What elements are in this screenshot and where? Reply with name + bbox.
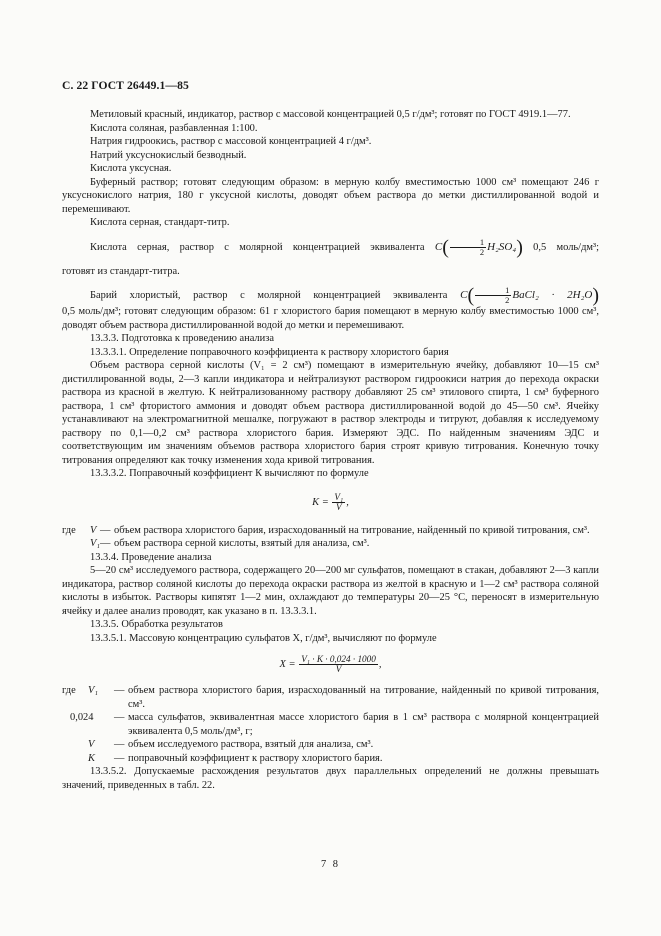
paragraph-barium-solution: Барий хлористый, раствор с молярной концентрацией эквивалента C( $\frac{1}{2}$ BaCl₂ · 2H₂O): [90, 284, 600, 307]
paragraph-methyl-red: Метиловый красный, индикатор, раствор с массовой концентрацией 0,5 г/дм³; готовят по ГОСТ 4919.1—77.: [90, 109, 571, 120]
definition-v1: V₁ — объем раствора серной кислоты, взятый для анализа, см³.: [90, 538, 370, 549]
section-13-3-5-2: 13.3.5.2. Допускаемые расхождения результатов двух параллельных определений не должны превышать значений, приведенных в табл. 22.: [62, 766, 599, 791]
barium-text: Барий хлористый, раствор с молярной концентрацией эквивалента: [90, 289, 448, 301]
section-13-3-5: 13.3.5. Обработка результатов: [90, 619, 223, 630]
paragraph-titration-procedure: Объем раствора серной кислоты (V₁ = 2 см³) помещают в измерительную ячейку, добавляют 10—15 см³ дистиллированной воды, 2—3 капли индикатора и нейтрализуют раствором гидроокиси натрия до перехода окраски раствора из красной в желтую. К нейтрализованному раствору добавляют 25 см³ этилового спирта, 1 см³ буферного раствора, 1 см³ фтористого аммония и доводят объем раствора дистиллированной водой до 45—50 см³. Ячейку устанавливают на электромагнитной мешалке, погружают в раствор электроды и титруют, добавляя к исследуемому раствору по 0,1—0,2 см³ раствора хлористого бария. Измеряют ЭДС. По найденным значениям ЭДС и соответствующим им значениям объемов раствора хлористого бария строят кривую титрования. Конечную точку титрования определяют как точку изменения хода кривой титрования.: [62, 360, 599, 466]
paragraph-sulfuric-cont: готовят из стандарт-титра.: [62, 265, 180, 277]
paragraph-sodium-acetate: Натрий уксуснокислый безводный.: [90, 149, 247, 161]
section-13-3-3: 13.3.3. Подготовка к проведению анализа: [90, 333, 274, 344]
sulfuric-formula: H₂SO₄: [487, 240, 517, 253]
explanation-0024: 0,024 — масса сульфатов, эквивалентная массе хлористого бария в 1 см³ раствора с молярной концентрацией эквивалента 0,5 моль/дм³, г;: [70, 712, 599, 737]
section-13-3-5-1: 13.3.5.1. Массовую концентрацию сульфатов X, г/дм³, вычисляют по формуле: [90, 632, 437, 644]
paragraph-sulfuric-solution: Кислота серная, раствор с молярной концентрацией эквивалента C( $\frac{1}{2}$ H₂SO₄) 0,5 моль/дм³;: [90, 236, 600, 258]
section-13-3-3-2: 13.3.3.2. Поправочный коэффициент К вычисляют по формуле: [90, 468, 369, 479]
paragraph-buffer: Буферный раствор; готовят следующим образом: в мерную колбу вместимостью 1000 см³ помещают 246 г уксуснокислого натрия, 180 г уксусной кислоты, доводят объем раствора до метки дистиллированной водой и перемешивают.: [62, 176, 599, 215]
page-number: 7 8: [320, 859, 341, 870]
section-13-3-3-1: 13.3.3.1. Определение поправочного коэффициента к раствору хлористого бария: [90, 346, 449, 358]
sulfuric-text: Кислота серная, раствор с молярной концентрацией эквивалента: [90, 241, 425, 253]
document-body: [62, 108, 599, 792]
paragraph-analysis: 5—20 см³ исследуемого раствора, содержащего 20—200 мг сульфатов, помещают в стакан, добавляют 2—3 капли индикатора, раствор соляной кислоты до перехода окраски раствора из желтой в красную и 1—2 см³ раствора соляной кислоты в избыток. Растворы кипятят 1—2 мин, охлаждают до температуры 20—25 °С, переносят в измерительную ячейку и далее анализ проводят, как указано в п. 13.3.3.1.: [62, 565, 599, 617]
paragraph-sulfuric-standard: Кислота серная, стандарт-титр.: [90, 217, 230, 228]
page-header: С. 22 ГОСТ 26449.1—85: [62, 79, 189, 92]
paragraph-acetic-acid: Кислота уксусная.: [90, 163, 172, 174]
barium-c: C: [460, 288, 468, 301]
barium-fraction: $\frac{1}{2}$: [475, 286, 511, 305]
paragraph-naoh: Натрия гидроокись, раствор с массовой концентрацией 4 г/дм³.: [90, 136, 372, 147]
sulfuric-fraction: $\frac{1}{2}$: [450, 238, 486, 257]
explanation-v: V — объем исследуемого раствора, взятый для анализа, см³.: [88, 739, 374, 750]
paragraph-hcl: Кислота соляная, разбавленная 1:100.: [90, 122, 258, 134]
section-13-3-4: 13.3.4. Проведение анализа: [90, 551, 212, 563]
formula-k: K = $\frac{\text{V₁}}{V}$ ,: [312, 491, 349, 512]
barium-formula: BaCl₂ · 2H₂O: [512, 288, 593, 301]
definition-v: где V — объем раствора хлористого бария, израсходованный на титрование, найденный по кривой титрования, см³.: [62, 524, 590, 536]
paragraph-barium-cont: 0,5 моль/дм³; готовят следующим образом: 61 г хлористого бария помещают в мерную колбу вместимостью 1000 см³, доводят объем раствора дистиллированной водой до метки и перемешивают.: [62, 306, 599, 331]
sulfuric-c: C: [434, 240, 443, 253]
formula-x: X = $\frac{\text{V₁ · K · 0,024 · 1000}}{V}$ ,: [279, 654, 382, 674]
explanation-k: K — поправочный коэффициент к раствору хлористого бария.: [88, 752, 383, 764]
explanation-v1: где V₁ — объем раствора хлористого бария, израсходованный на титрование, найденный по кривой титрования, см³.: [62, 685, 599, 710]
sulfuric-tail: 0,5 моль/дм³;: [533, 241, 600, 253]
